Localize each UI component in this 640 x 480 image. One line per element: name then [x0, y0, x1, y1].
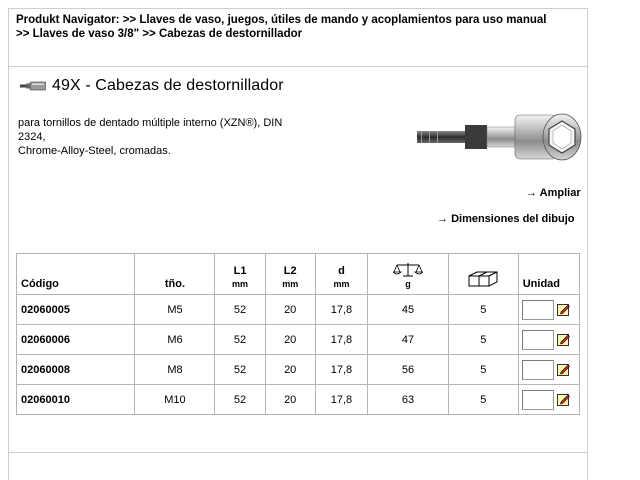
header-l2-label: L2 — [283, 265, 297, 277]
table-row — [17, 295, 580, 325]
arrow-right-icon: → — [437, 213, 448, 225]
cell-qty — [518, 295, 579, 325]
cell-size: M6 — [135, 325, 215, 355]
edit-icon[interactable] — [557, 393, 570, 406]
cell-pack: 5 — [448, 355, 518, 385]
edit-icon[interactable] — [557, 333, 570, 346]
cell-l2: 20 — [265, 355, 315, 385]
cell-l2: 20 — [265, 295, 315, 325]
quantity-input[interactable] — [522, 390, 554, 410]
header-weight-unit: g — [405, 279, 411, 289]
quantity-input[interactable] — [522, 360, 554, 380]
cell-size: M8 — [135, 355, 215, 385]
product-header — [20, 76, 284, 96]
header-qty: Unidad — [518, 254, 579, 295]
header-code: Código — [17, 254, 135, 295]
cell-code: 02060006 — [17, 325, 135, 355]
cell-l2: 20 — [265, 385, 315, 415]
header-pack — [448, 254, 518, 295]
cell-weight: 47 — [368, 325, 449, 355]
header-d — [315, 254, 367, 295]
description-line: para tornillos de dentado múltiple interno (XZN®), DIN — [18, 117, 283, 129]
page-title: 49X - Cabezas de destornillador — [52, 77, 284, 94]
breadcrumb-link-bits[interactable]: Cabezas de destornillador — [158, 28, 303, 40]
description-line: Chrome-Alloy-Steel, cromadas. — [18, 145, 171, 157]
cell-code: 02060008 — [17, 355, 135, 385]
breadcrumb-separator: >> — [142, 28, 156, 40]
table-row — [17, 355, 580, 385]
scale-icon — [393, 261, 423, 277]
cell-pack: 5 — [448, 295, 518, 325]
breadcrumb-link-sockets[interactable]: Llaves de vaso, juegos, útiles de mando y acoplamientos para uso manual — [139, 14, 547, 26]
header-l1-unit: mm — [232, 279, 249, 289]
cell-weight: 45 — [368, 295, 449, 325]
cell-l1: 52 — [215, 295, 265, 325]
header-d-label: d — [338, 265, 345, 277]
box-icon — [467, 270, 499, 288]
header-l2-unit: mm — [282, 279, 299, 289]
breadcrumb — [16, 13, 576, 41]
cell-pack: 5 — [448, 385, 518, 415]
link-dimensions-label: Dimensiones del dibujo — [451, 213, 575, 225]
quantity-input[interactable] — [522, 300, 554, 320]
cell-weight: 63 — [368, 385, 449, 415]
quantity-input[interactable] — [522, 330, 554, 350]
description-line: 2324, — [18, 131, 46, 143]
cell-d: 17,8 — [315, 295, 367, 325]
product-description — [18, 116, 308, 158]
arrow-right-icon: → — [526, 187, 537, 199]
cell-qty — [518, 325, 579, 355]
breadcrumb-separator: >> — [16, 28, 30, 40]
link-ampliar[interactable] — [526, 187, 581, 199]
header-l1-label: L1 — [233, 265, 247, 277]
socket-bit-icon — [20, 81, 46, 91]
divider — [8, 66, 588, 67]
table-header-row — [17, 254, 580, 295]
edit-icon[interactable] — [557, 303, 570, 316]
cell-d: 17,8 — [315, 355, 367, 385]
cell-l1: 52 — [215, 355, 265, 385]
product-table — [16, 253, 580, 415]
header-d-unit: mm — [333, 279, 350, 289]
table-row — [17, 385, 580, 415]
cell-qty — [518, 385, 579, 415]
cell-d: 17,8 — [315, 385, 367, 415]
cell-weight: 56 — [368, 355, 449, 385]
table-row — [17, 325, 580, 355]
cell-pack: 5 — [448, 325, 518, 355]
cell-size: M10 — [135, 385, 215, 415]
cell-code: 02060005 — [17, 295, 135, 325]
breadcrumb-separator: >> — [122, 14, 137, 26]
header-l2 — [265, 254, 315, 295]
link-dimensions[interactable] — [437, 213, 575, 225]
cell-size: M5 — [135, 295, 215, 325]
cell-d: 17,8 — [315, 325, 367, 355]
cell-code: 02060010 — [17, 385, 135, 415]
header-l1 — [215, 254, 265, 295]
breadcrumb-prefix: Produkt Navigator: — [16, 14, 120, 26]
cell-l1: 52 — [215, 325, 265, 355]
breadcrumb-link-sockets-38[interactable]: Llaves de vaso 3/8" — [32, 28, 140, 40]
cell-l1: 52 — [215, 385, 265, 415]
header-size: tño. — [135, 254, 215, 295]
header-weight — [368, 254, 449, 295]
cell-l2: 20 — [265, 325, 315, 355]
cell-qty — [518, 355, 579, 385]
divider — [8, 452, 588, 453]
link-ampliar-label: Ampliar — [539, 187, 581, 199]
product-image[interactable] — [415, 111, 585, 163]
edit-icon[interactable] — [557, 363, 570, 376]
